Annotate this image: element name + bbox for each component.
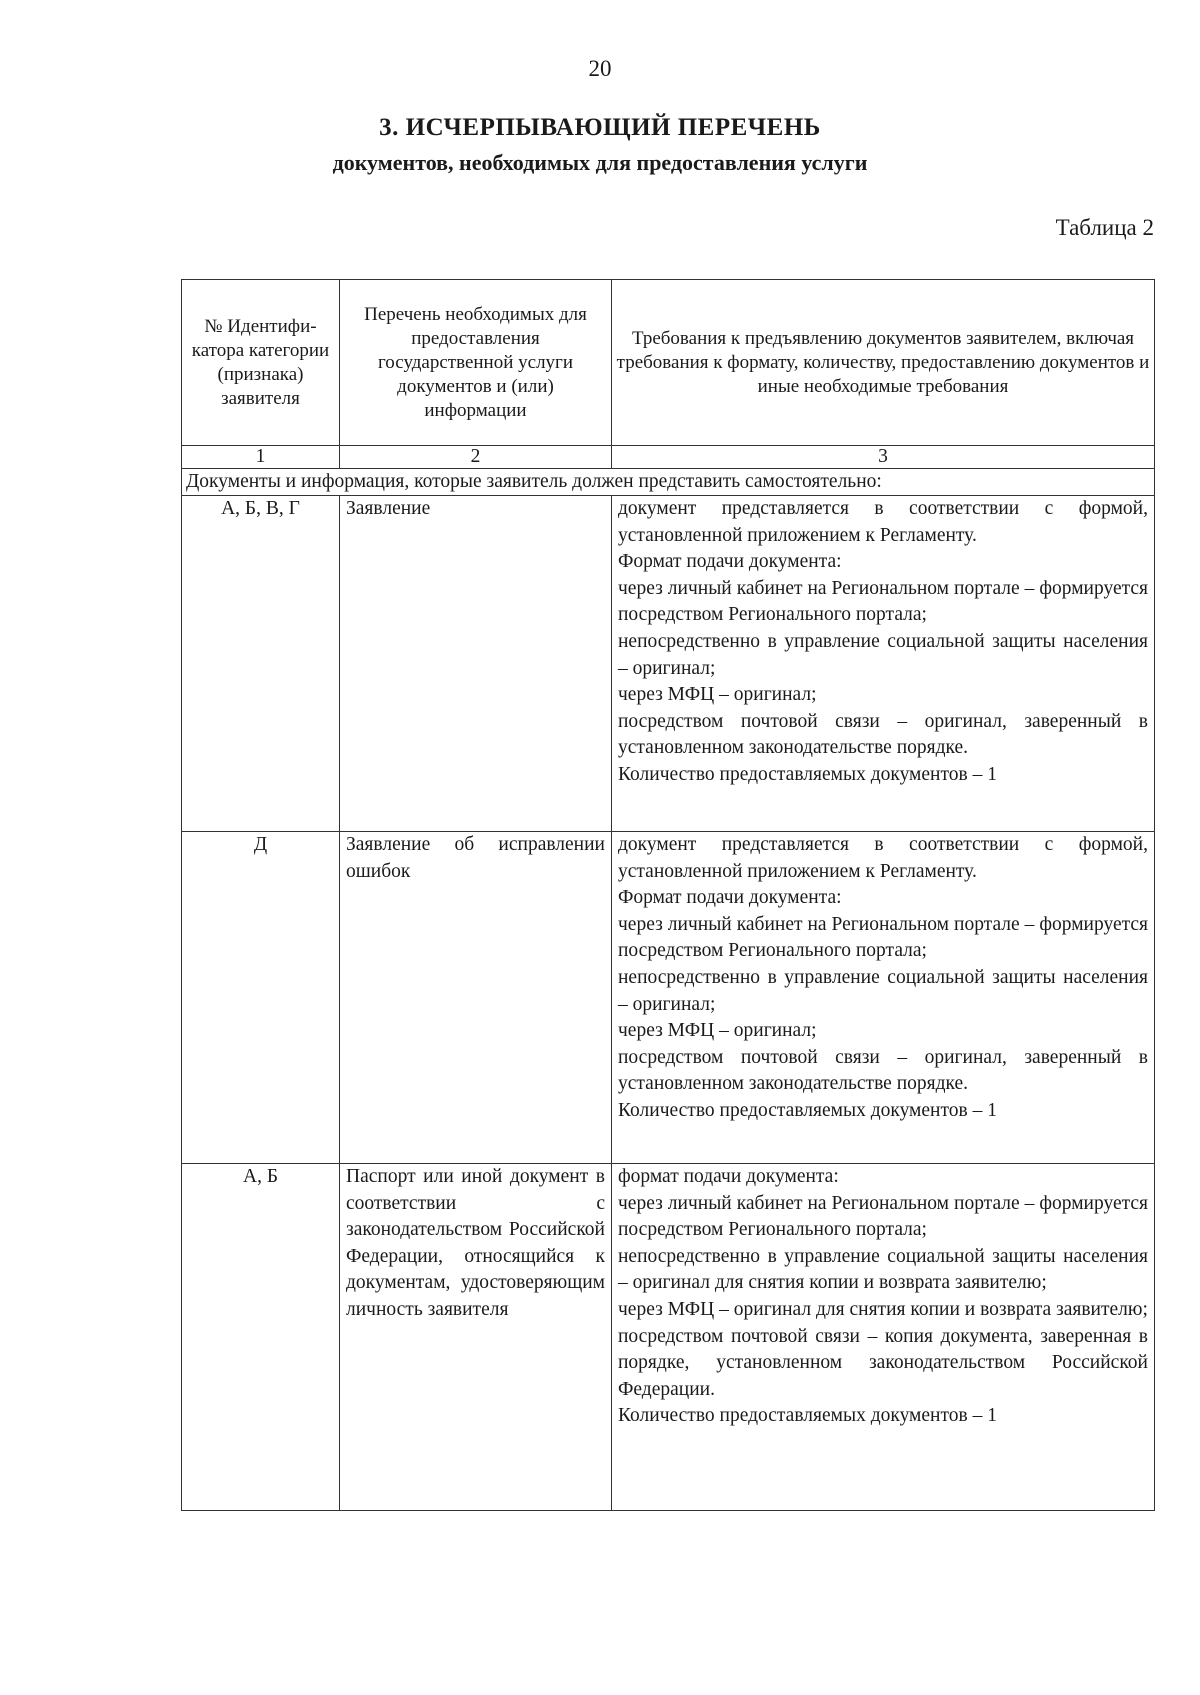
requirement-line: формат подачи документа:	[618, 1166, 839, 1187]
document-name-cell: Заявление об исправлении ошибок	[340, 832, 612, 1164]
requirement-line: непосредственно в управление социальной защиты населения – оригинал;	[618, 966, 1148, 1015]
table-row	[182, 832, 1155, 1164]
column-number: 1	[182, 446, 340, 469]
category-cell: А, Б	[182, 1164, 340, 1511]
category-cell: Д	[182, 832, 340, 1164]
section-subtitle: документов, необходимых для предоставления услуги	[332, 150, 868, 175]
header-category-id: № Идентифи-катора категории (признака) заявителя	[182, 280, 340, 446]
document-name-cell: Заявление	[340, 496, 612, 832]
section-heading: Документы и информация, которые заявитель должен представить самостоятельно:	[182, 469, 1155, 496]
requirement-line: Формат подачи документа:	[618, 551, 842, 573]
requirement-line: документ представляется в соответствии с формой, установленной приложением к Регламенту.	[618, 498, 1148, 546]
column-number: 3	[612, 446, 1155, 469]
requirement-line: через МФЦ – оригинал;	[618, 1020, 817, 1042]
table-row	[182, 496, 1155, 832]
page-number: 20	[588, 56, 612, 81]
header-requirements: Требования к предъявлению документов заявителем, включая требования к формату, количеству, предоставлению документов и иные необходимые требования	[612, 280, 1155, 446]
category-cell: А, Б, В, Г	[182, 496, 340, 832]
requirement-line: посредством почтовой связи – оригинал, заверенный в установленном законодательстве порядке.	[618, 1046, 1148, 1095]
table-row	[182, 1164, 1155, 1511]
requirement-line: Количество предоставляемых документов – 1	[618, 1405, 997, 1427]
requirement-line: Формат подачи документа:	[618, 887, 842, 909]
requirement-line: через МФЦ – оригинал;	[618, 684, 817, 706]
requirement-line: непосредственно в управление социальной защиты населения – оригинал;	[618, 630, 1148, 679]
documents-table	[181, 279, 1155, 1511]
document-name-cell: Паспорт или иной документ в соответствии с законодательством Российской Федерации, относящийся к документам, удостоверяющим личность заявителя	[340, 1164, 612, 1511]
column-number-row	[182, 446, 1155, 469]
header-document-list: Перечень необходимых для предоставления государственной услуги документов и (или) информации	[340, 280, 612, 446]
requirement-line: Количество предоставляемых документов – 1	[618, 763, 997, 785]
requirements-cell	[612, 496, 1155, 832]
requirement-line: через МФЦ – оригинал для снятия копии и возврата заявителю;	[618, 1298, 1148, 1320]
requirements-cell	[612, 1164, 1155, 1511]
requirement-line: через личный кабинет на Региональном портале – формируется посредством Регионального портала;	[618, 1192, 1148, 1241]
section-row	[182, 469, 1155, 496]
section-title: 3. ИСЧЕРПЫВАЮЩИЙ ПЕРЕЧЕНЬ	[379, 114, 821, 141]
requirement-line: через личный кабинет на Региональном портале – формируется посредством Регионального портала;	[618, 577, 1148, 626]
requirement-line: посредством почтовой связи – копия документа, заверенная в порядке, установленном законодательством Российской Федерации.	[618, 1325, 1148, 1400]
requirement-line: через личный кабинет на Региональном портале – формируется посредством Регионального портала;	[618, 913, 1148, 962]
requirement-line: документ представляется в соответствии с формой, установленной приложением к Регламенту.	[618, 834, 1148, 882]
requirements-cell	[612, 832, 1155, 1164]
requirement-line: Количество предоставляемых документов – 1	[618, 1099, 997, 1121]
requirement-line: непосредственно в управление социальной защиты населения – оригинал для снятия копии и возврата заявителю;	[618, 1245, 1148, 1294]
table-caption: Таблица 2	[1055, 215, 1154, 240]
column-number: 2	[340, 446, 612, 469]
requirement-line: посредством почтовой связи – оригинал, заверенный в установленном законодательстве порядке.	[618, 710, 1148, 759]
table-header-row	[182, 280, 1155, 446]
